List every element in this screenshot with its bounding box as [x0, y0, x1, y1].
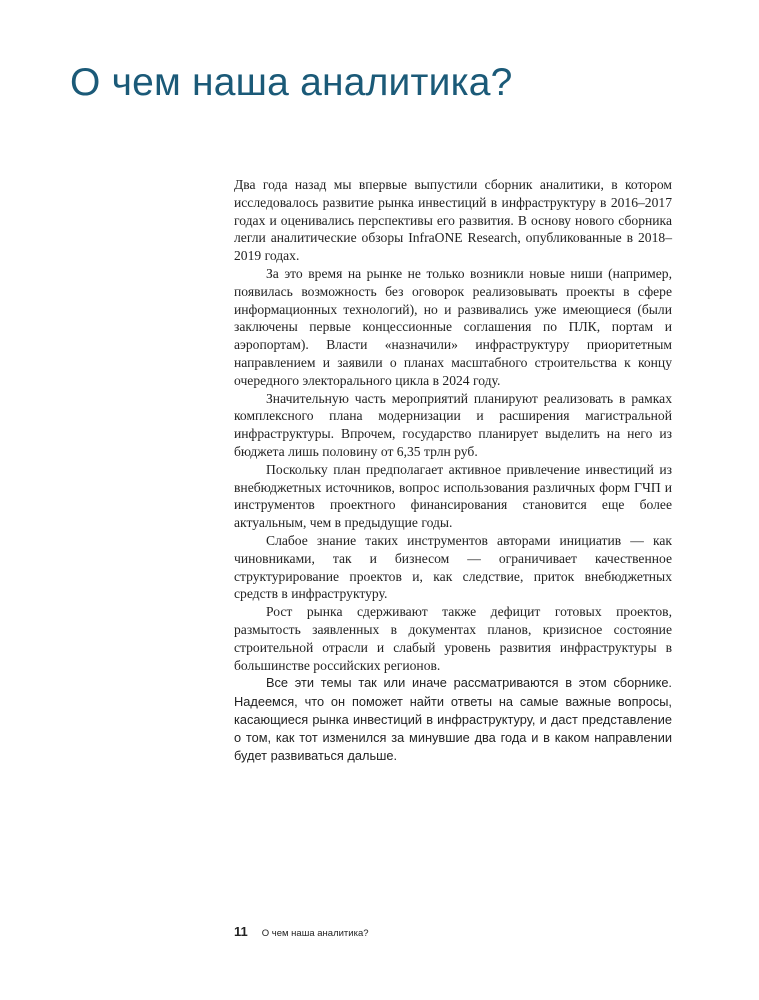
page-footer	[234, 924, 369, 939]
paragraph-5: Слабое знание таких инструментов авторами инициатив — как чиновниками, так и бизнесом — ограничивает качественное структурирование проектов и, как следствие, приток внебюджетных средств в инфраструктуру.	[234, 532, 672, 602]
page-number: 11	[234, 924, 248, 939]
page-title: О чем наша аналитика?	[70, 61, 513, 104]
paragraph-2: За это время на рынке не только возникли новые ниши (например, появилась возможность без оговорок реализовывать проекты в сфере информационных технологий), но и развивались уже имеющиеся (были заключены первые концессионные соглашения по ПЛК, портам и аэропортам). Власти «назначили» инфраструктуру приоритетным направлением и заявили о планах масштабного строительства к концу очередного электорального цикла в 2024 году.	[234, 265, 672, 388]
paragraph-4: Поскольку план предполагает активное привлечение инвестиций из внебюджетных источников, вопрос использования различных форм ГЧП и инструментов проектного финансирования становится еще более актуальным, чем в предыдущие годы.	[234, 461, 672, 531]
paragraph-1: Два года назад мы впервые выпустили сборник аналитики, в котором исследовалось развитие рынка инвестиций в инфраструктуру в 2016–2017 годах и оценивались перспективы его развития. В основу нового сборника легли аналитические обзоры InfraONE Research, опубликованные в 2018–2019 годах.	[234, 177, 672, 264]
body-text	[234, 176, 672, 765]
paragraph-3: Значительную часть мероприятий планируют реализовать в рамках комплексного плана модернизации и расширения магистральной инфраструктуры. Впрочем, государство планирует выделить на него из бюджета лишь половину от 6,35 трлн руб.	[234, 390, 672, 459]
paragraph-6: Рост рынка сдерживают также дефицит готовых проектов, размытость заявленных в документах планов, кризисное состояние строительной отрасли и слабый уровень развития инфраструктуры в большинстве российских регионов.	[234, 604, 672, 673]
running-head: О чем наша аналитика?	[261, 928, 369, 939]
paragraph-7: Все эти темы так или иначе рассматриваются в этом сборнике. Надеемся, что он поможет найти ответы на самые важные вопросы, касающиеся рынка инвестиций в инфраструктуру, и даст представление о том, как тот изменился за минувшие два года и в каком направлении будет развиваться дальше.	[234, 675, 672, 764]
